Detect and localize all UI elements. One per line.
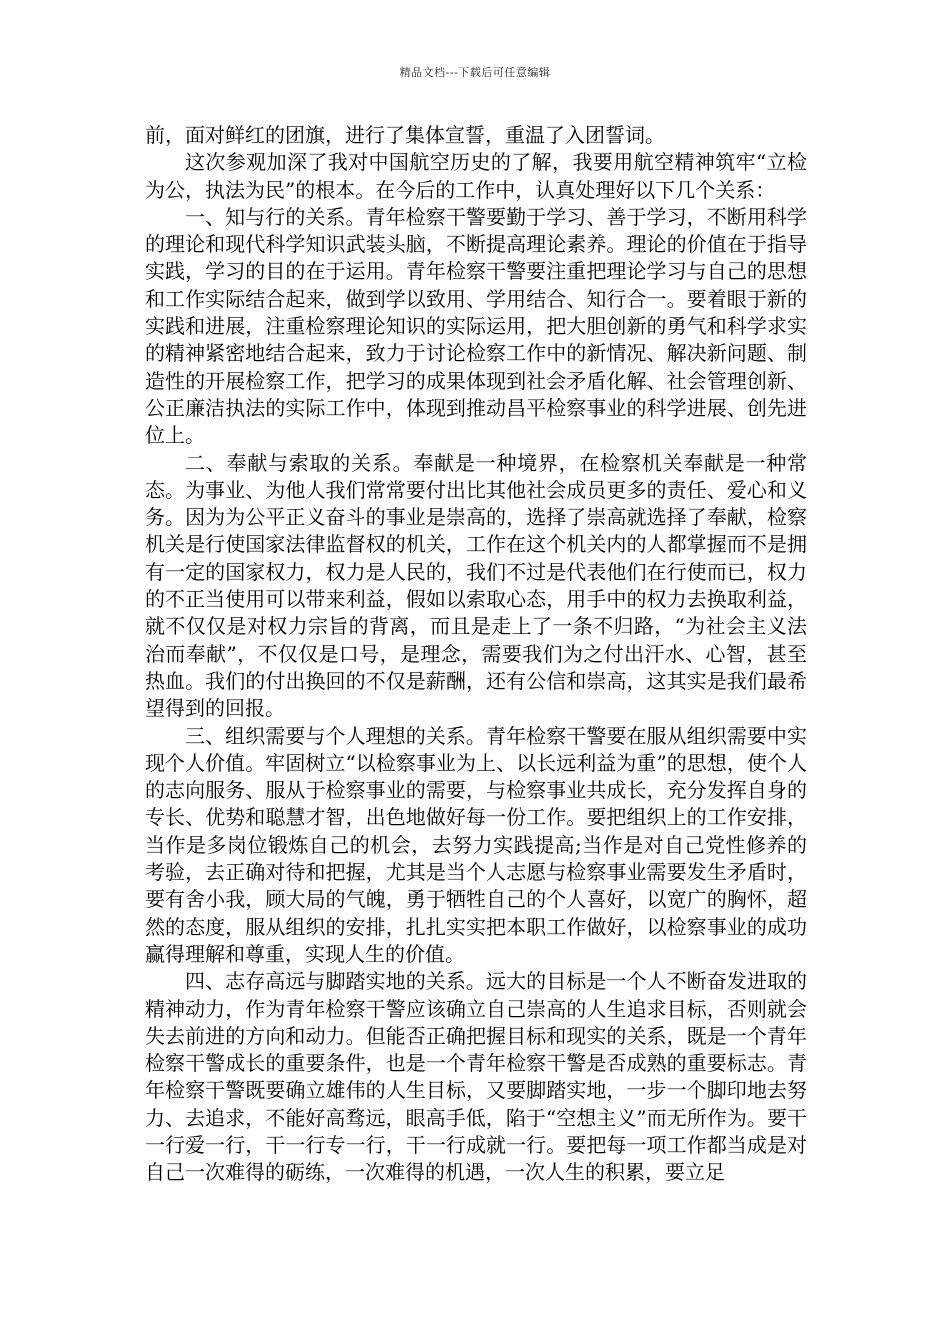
paragraph-intro: 这次参观加深了我对中国航空历史的了解，我要用航空精神筑牢“立检为公，执法为民”的根本。在今后的工作中，认真处理好以下几个关系： [145, 150, 807, 202]
paragraph-continuation: 前，面对鲜红的团旗，进行了集体宣誓，重温了入团誓词。 [145, 123, 665, 147]
paragraph-knowledge-action: 一、知与行的关系。青年检察干警要勤于学习、善于学习，不断用科学的理论和现代科学知识武装头脑，不断提高理论素养。理论的价值在于指导实践，学习的目的在于运用。青年检察干警要注重把理论学习与自己的思想和工作实际结合起来，做到学以致用、学用结合、知行合一。要着眼于新的实践和进展，注重检察理论知识的实际运用，把大胆创新的勇气和科学求实的精神紧密地结合起来，致力于讨论检察工作中的新情况、解决新问题、制造性的开展检察工作，把学习的成果体现到社会矛盾化解、社会管理创新、公正廉洁执法的实际工作中，体现到推动昌平检察事业的科学进展、创先进位上。 [145, 204, 807, 448]
page-header: 精品文档---下载后可任意编辑 [399, 66, 551, 79]
document-body [145, 122, 807, 1187]
paragraph-organization: 三、组织需要与个人理想的关系。青年检察干警要在服从组织需要中实现个人价值。牢固树立“以检察事业为上、以长远利益为重”的思想，使个人的志向服务、服从于检察事业的需要，与检察事业共成长，充分发挥自身的专长、优势和聪慧才智，出色地做好每一份工作。要把组织上的工作安排，当作是多岗位锻炼自己的机会，去努力实践提高;当作是对自己党性修养的考验，去正确对待和把握，尤其是当个人志愿与检察事业需要发生矛盾时，要有舍小我，顾大局的气魄，勇于牺牲自己的个人喜好，以宽广的胸怀，超然的态度，服从组织的安排，扎扎实实把本职工作做好，以检察事业的成功赢得理解和尊重，实现人生的价值。 [145, 723, 807, 966]
paragraph-ambition: 四、志存高远与脚踏实地的关系。远大的目标是一个人不断奋发进取的精神动力，作为青年检察干警应该确立自己崇高的人生追求目标，否则就会失去前进的方向和动力。但能否正确把握目标和现实的关系，既是一个青年检察干警成长的重要条件，也是一个青年检察干警是否成熟的重要标志。青年检察干警既要确立雄伟的人生目标，又要脚踏实地，一步一个脚印地去努力、去追求，不能好高骛远，眼高手低，陷于“空想主义”而无所作为。要干一行爱一行，干一行专一行，干一行成就一行。要把每一项工作都当成是对自己一次难得的砺练，一次难得的机遇，一次人生的积累，要立足 [145, 969, 807, 1185]
paragraph-dedication: 二、奉献与索取的关系。奉献是一种境界，在检察机关奉献是一种常态。为事业、为他人我们常常要付出比其他社会成员更多的责任、爱心和义务。因为为公平正义奋斗的事业是崇高的，选择了崇高就选择了奉献，检察机关是行使国家法律监督权的机关，工作在这个机关内的人都掌握而不是拥有一定的国家权力，权力是人民的，我们不过是代表他们在行使而已，权力的不正当使用可以带来利益，假如以索取心态，用手中的权力去换取利益，就不仅仅是对权力宗旨的背离，而且是走上了一条不归路，“为社会主义法治而奉献”，不仅仅是口号，是理念，需要我们为之付出汗水、心智，甚至热血。我们的付出换回的不仅是薪酬，还有公信和崇高，这其实是我们最希望得到的回报。 [145, 450, 807, 721]
